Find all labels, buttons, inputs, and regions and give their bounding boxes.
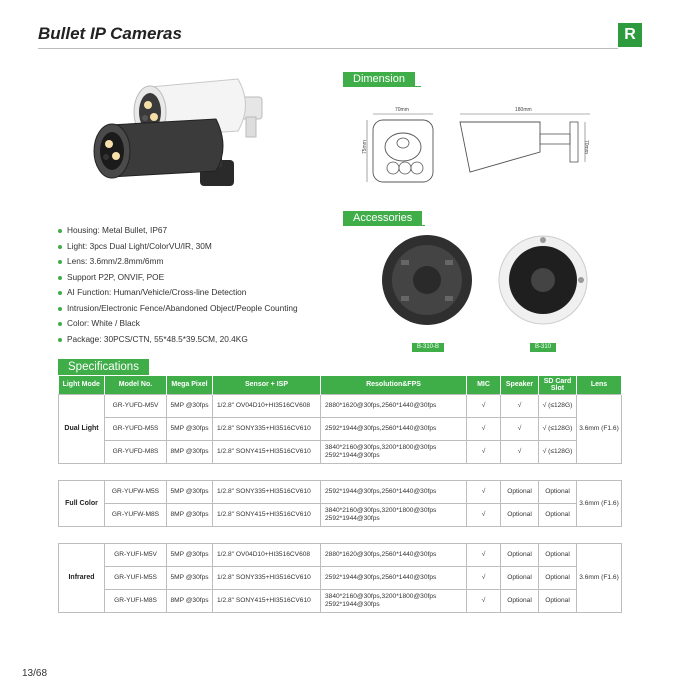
- feature-item: Color: White / Black: [58, 316, 298, 332]
- table-header-row: [59, 376, 622, 394]
- sd-card-cell: Optional: [539, 567, 577, 590]
- light-mode-cell: Dual Light: [59, 394, 105, 463]
- mega-pixel-cell: 8MP @30fps: [167, 590, 213, 613]
- mic-cell: √: [467, 504, 501, 527]
- dimension-tag: Dimension: [343, 72, 415, 87]
- model-cell: GR-YUFI-M5S: [105, 567, 167, 590]
- feature-item: Package: 30PCS/CTN, 55*48.5*39.5CM, 20.4KG: [58, 332, 298, 348]
- page-title: Bullet IP Cameras: [38, 24, 182, 43]
- table-row: [59, 481, 622, 504]
- feature-item: Support P2P, ONVIF, POE: [58, 270, 298, 286]
- speaker-cell: √: [501, 417, 539, 440]
- mega-pixel-cell: 8MP @30fps: [167, 440, 213, 463]
- table-row: [59, 504, 622, 527]
- table-row: [59, 590, 622, 613]
- accessories-images: [375, 230, 595, 345]
- speaker-cell: √: [501, 394, 539, 417]
- header-lens: Lens: [577, 376, 622, 394]
- sensor-cell: 1/2.8" SONY335+HI3516CV610: [213, 417, 321, 440]
- resolution-cell: 2592*1944@30fps,2560*1440@30fps: [321, 417, 467, 440]
- mic-cell: √: [467, 417, 501, 440]
- resolution-cell: 2592*1944@30fps,2560*1440@30fps: [321, 481, 467, 504]
- sd-card-cell: √ (≤128G): [539, 394, 577, 417]
- model-cell: GR-YUFD-M8S: [105, 440, 167, 463]
- spec-table-dual-light: [58, 376, 622, 464]
- table-row: [59, 394, 622, 417]
- header-sd-card: SD Card Slot: [539, 376, 577, 394]
- accessory-label-white: B-310: [530, 343, 556, 352]
- sensor-cell: 1/2.8" SONY335+HI3516CV610: [213, 481, 321, 504]
- light-mode-cell: Infrared: [59, 544, 105, 613]
- resolution-cell: 2880*1620@30fps,2560*1440@30fps: [321, 394, 467, 417]
- feature-item: Intrusion/Electronic Fence/Abandoned Object/People Counting: [58, 301, 298, 317]
- sd-card-cell: √ (≤128G): [539, 417, 577, 440]
- speaker-cell: Optional: [501, 481, 539, 504]
- mic-cell: √: [467, 567, 501, 590]
- series-badge: R: [618, 23, 642, 47]
- header-resolution: Resolution&FPS: [321, 376, 467, 394]
- mega-pixel-cell: 5MP @30fps: [167, 394, 213, 417]
- spec-table-infrared: [58, 543, 622, 613]
- model-cell: GR-YUFW-M5S: [105, 481, 167, 504]
- sensor-cell: 1/2.8" OV04D10+HI3516CV608: [213, 394, 321, 417]
- mega-pixel-cell: 5MP @30fps: [167, 544, 213, 567]
- side-height-label: 70mm: [583, 140, 589, 154]
- table-row: [59, 417, 622, 440]
- sensor-cell: 1/2.8" SONY415+HI3516CV610: [213, 590, 321, 613]
- sensor-cell: 1/2.8" SONY335+HI3516CV610: [213, 567, 321, 590]
- table-row: [59, 544, 622, 567]
- sd-card-cell: Optional: [539, 481, 577, 504]
- resolution-cell: 2880*1620@30fps,2560*1440@30fps: [321, 544, 467, 567]
- specifications-tag: Specifications: [58, 359, 149, 375]
- mega-pixel-cell: 5MP @30fps: [167, 481, 213, 504]
- accessories-underline: [343, 225, 425, 226]
- speaker-cell: Optional: [501, 567, 539, 590]
- lens-cell: 3.6mm (F1.6): [577, 481, 622, 527]
- mic-cell: √: [467, 544, 501, 567]
- sd-card-cell: √ (≤128G): [539, 440, 577, 463]
- mic-cell: √: [467, 590, 501, 613]
- mic-cell: √: [467, 481, 501, 504]
- model-cell: GR-YUFI-M5V: [105, 544, 167, 567]
- model-cell: GR-YUFI-M8S: [105, 590, 167, 613]
- resolution-cell: 3840*2160@30fps,3200*1800@30fps 2592*1944@30fps: [321, 504, 467, 527]
- dimension-drawing: [355, 100, 615, 195]
- model-cell: GR-YUFD-M5S: [105, 417, 167, 440]
- front-height-label: 75mm: [362, 140, 368, 154]
- table-row: [59, 440, 622, 463]
- sd-card-cell: Optional: [539, 504, 577, 527]
- speaker-cell: Optional: [501, 590, 539, 613]
- mic-cell: √: [467, 394, 501, 417]
- mic-cell: √: [467, 440, 501, 463]
- mega-pixel-cell: 8MP @30fps: [167, 504, 213, 527]
- header-light-mode: Light Mode: [59, 376, 105, 394]
- feature-item: AI Function: Human/Vehicle/Cross-line Detection: [58, 285, 298, 301]
- header-mega-pixel: Mega Pixel: [167, 376, 213, 394]
- accessory-label-black: B-310-B: [412, 343, 444, 352]
- side-width-label: 180mm: [515, 107, 532, 113]
- lens-cell: 3.6mm (F1.6): [577, 544, 622, 613]
- model-cell: GR-YUFW-M8S: [105, 504, 167, 527]
- accessories-tag: Accessories: [343, 211, 422, 226]
- speaker-cell: √: [501, 440, 539, 463]
- feature-list: [58, 223, 298, 347]
- feature-item: Lens: 3.6mm/2.8mm/6mm: [58, 254, 298, 270]
- sd-card-cell: Optional: [539, 590, 577, 613]
- table-row: [59, 567, 622, 590]
- feature-item: Light: 3pcs Dual Light/ColorVU/IR, 30M: [58, 239, 298, 255]
- mega-pixel-cell: 5MP @30fps: [167, 567, 213, 590]
- mega-pixel-cell: 5MP @30fps: [167, 417, 213, 440]
- front-width-label: 70mm: [395, 107, 409, 113]
- resolution-cell: 3840*2160@30fps,3200*1800@30fps 2592*1944@30fps: [321, 440, 467, 463]
- speaker-cell: Optional: [501, 504, 539, 527]
- camera-product-image: [88, 65, 288, 205]
- resolution-cell: 3840*2160@30fps,3200*1800@30fps 2592*1944@30fps: [321, 590, 467, 613]
- page-number: 13/68: [22, 668, 48, 679]
- light-mode-cell: Full Color: [59, 481, 105, 527]
- spec-table-full-color: [58, 480, 622, 527]
- feature-item: Housing: Metal Bullet, IP67: [58, 223, 298, 239]
- sensor-cell: 1/2.8" OV04D10+HI3516CV608: [213, 544, 321, 567]
- header-mic: MIC: [467, 376, 501, 394]
- sd-card-cell: Optional: [539, 544, 577, 567]
- header-speaker: Speaker: [501, 376, 539, 394]
- model-cell: GR-YUFD-M5V: [105, 394, 167, 417]
- lens-cell: 3.6mm (F1.6): [577, 394, 622, 463]
- sensor-cell: 1/2.8" SONY415+HI3516CV610: [213, 440, 321, 463]
- dimension-underline: [343, 86, 421, 87]
- sensor-cell: 1/2.8" SONY415+HI3516CV610: [213, 504, 321, 527]
- resolution-cell: 2592*1944@30fps,2560*1440@30fps: [321, 567, 467, 590]
- title-divider: [38, 48, 618, 49]
- speaker-cell: Optional: [501, 544, 539, 567]
- header-sensor: Sensor + ISP: [213, 376, 321, 394]
- header-model: Model No.: [105, 376, 167, 394]
